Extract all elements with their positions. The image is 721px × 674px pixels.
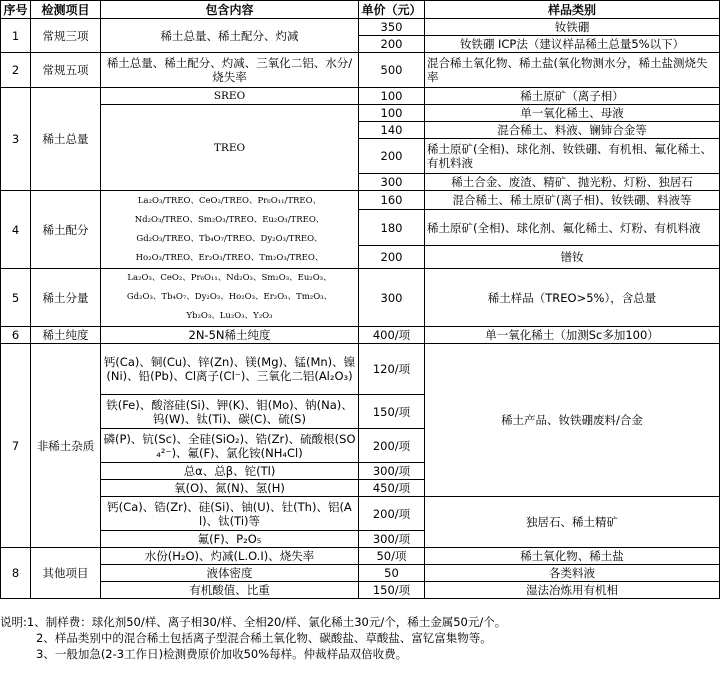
price-cell: 160: [359, 191, 425, 210]
price-cell: 200/项: [359, 497, 425, 531]
price-cell: 100: [359, 88, 425, 105]
table-row: [1, 19, 720, 36]
category-cell: 混合稀土、料液、镧铈合金等: [425, 122, 720, 139]
content-cell: 铁(Fe)、酸溶硅(Si)、钾(K)、钼(Mo)、钠(Na)、钨(W)、钛(Ti)、碳(C)、硫(S): [101, 395, 359, 429]
table-row: [1, 88, 720, 105]
content-cell: 稀土总量、稀土配分、灼减: [101, 19, 359, 53]
category-cell: 稀土合金、废渣、精矿、抛光粉、灯粉、独居石: [425, 174, 720, 191]
category-cell: 稀土原矿（离子相）: [425, 88, 720, 105]
content-cell: 总α、总β、铊(Tl): [101, 463, 359, 480]
table-row: [1, 565, 720, 582]
notes: [0, 614, 719, 662]
note-line: 2、样品类别中的混合稀土包括离子型混合稀土氧化物、碳酸盐、草酸盐、富钇富集物等。: [36, 631, 492, 645]
price-cell: 500: [359, 53, 425, 88]
price-cell: 350: [359, 19, 425, 36]
item-cell: 常规五项: [31, 53, 101, 88]
price-cell: 50/项: [359, 548, 425, 565]
content-cell: [101, 191, 359, 269]
header-item: 检测项目: [31, 1, 101, 19]
table-row: [1, 344, 720, 395]
price-cell: 200: [359, 36, 425, 53]
seq-cell: 4: [1, 191, 31, 269]
price-cell: 140: [359, 122, 425, 139]
note-line: 说明:1、制样费：球化剂50/样、离子相30/样、全相20/样、氯化稀土30元/个，稀土金属50元/个。: [0, 615, 507, 629]
category-cell: 混合稀土氧化物、稀土盐(氧化物测水分，稀土盐测烧失率: [425, 53, 720, 88]
category-cell: 混合稀土、稀土原矿(离子相)、钕铁硼、料液等: [425, 191, 720, 210]
formula-line: Yb₂O₃、Lu₂O₃、Y₂O₃: [186, 311, 273, 321]
content-cell: 稀土总量、稀土配分、灼减、三氧化二铝、水分/烧失率: [101, 53, 359, 88]
note-line: 3、一般加急(2-3工作日)检测费原价加收50%每样。仲裁样品双倍收费。: [36, 647, 408, 661]
content-cell: 有机酸值、比重: [101, 582, 359, 599]
category-cell: 湿法冶炼用有机相: [425, 582, 720, 599]
item-cell: 非稀土杂质: [31, 344, 101, 548]
category-cell: 镨钕: [425, 246, 720, 269]
table-row: [1, 53, 720, 88]
seq-cell: 5: [1, 269, 31, 327]
content-cell: 钙(Ca)、铜(Cu)、锌(Zn)、镁(Mg)、锰(Mn)、镍(Ni)、铅(Pb)、Cl离子(Cl⁻)、三氧化二铝(Al₂O₃): [101, 344, 359, 395]
item-cell: 稀土配分: [31, 191, 101, 269]
seq-cell: 1: [1, 19, 31, 53]
category-cell: 稀土产品、钕铁硼废料/合金: [425, 344, 720, 497]
formula-line: La₂O₃/TREO、CeO₂/TREO、Pr₆O₁₁/TREO、: [137, 195, 322, 206]
table-row: [1, 105, 720, 122]
price-cell: 120/项: [359, 344, 425, 395]
header-category: 样品类别: [425, 1, 720, 19]
content-cell: TREO: [101, 105, 359, 191]
seq-cell: 3: [1, 88, 31, 191]
category-cell: 钕铁硼 ICP法（建议样品稀土总量5%以下）: [425, 36, 720, 53]
content-cell: 钙(Ca)、锆(Zr)、硅(Si)、铀(U)、钍(Th)、铝(Al)、钛(Ti)等: [101, 497, 359, 531]
category-cell: 稀土原矿(全相)、球化剂、氟化稀土、灯粉、有机料液: [425, 210, 720, 246]
header-seq: 序号: [1, 1, 31, 19]
price-cell: 50: [359, 565, 425, 582]
price-cell: 300/项: [359, 531, 425, 548]
formula-line: La₂O₃、CeO₂、Pr₆O₁₁、Nd₂O₃、Sm₂O₃、Eu₂O₃、: [127, 273, 332, 283]
formula-line: Gd₂O₃/TREO、Tb₄O₇/TREO、Dy₂O₃/TREO、: [136, 233, 323, 244]
content-cell: 氧(O)、氮(N)、氢(H): [101, 480, 359, 497]
table-row: [1, 191, 720, 210]
formula-line: Gd₂O₃、Tb₄O₇、Dy₂O₃、Ho₂O₃、Er₂O₃、Tm₂O₃、: [126, 292, 333, 302]
price-cell: 200: [359, 246, 425, 269]
seq-cell: 8: [1, 548, 31, 599]
price-cell: 180: [359, 210, 425, 246]
price-cell: 150/项: [359, 582, 425, 599]
table-row: [1, 497, 720, 531]
table-row: [1, 582, 720, 599]
content-cell: 水份(H₂O)、灼减(L.O.I)、烧失率: [101, 548, 359, 565]
seq-cell: 6: [1, 327, 31, 344]
price-cell: 100: [359, 105, 425, 122]
seq-cell: 2: [1, 53, 31, 88]
item-cell: 常规三项: [31, 19, 101, 53]
header-price: 单价（元）: [359, 1, 425, 19]
category-cell: 稀土样品（TREO>5%），含总量: [425, 269, 720, 327]
content-cell: SREO: [101, 88, 359, 105]
item-cell: 稀土纯度: [31, 327, 101, 344]
category-cell: 单一氧化稀土、母液: [425, 105, 720, 122]
category-cell: 稀土氧化物、稀土盐: [425, 548, 720, 565]
price-cell: 450/项: [359, 480, 425, 497]
item-cell: 稀土分量: [31, 269, 101, 327]
category-cell: 单一氧化稀土（加测Sc多加100）: [425, 327, 720, 344]
category-cell: 钕铁硼: [425, 19, 720, 36]
category-cell: 稀土原矿(全相)、球化剂、钕铁硼、有机相、氟化稀土、有机料液: [425, 139, 720, 174]
price-cell: 200/项: [359, 429, 425, 463]
price-cell: 150/项: [359, 395, 425, 429]
content-cell: 氟(F)、P₂O₅: [101, 531, 359, 548]
content-cell: 液体密度: [101, 565, 359, 582]
table-row: [1, 327, 720, 344]
formula-line: Nd₂O₃/TREO、Sm₂O₃/TREO、Eu₂O₃/TREO、: [134, 214, 325, 225]
category-cell: 各类料液: [425, 565, 720, 582]
table-row: [1, 548, 720, 565]
price-cell: 300: [359, 174, 425, 191]
table-row: [1, 269, 720, 327]
content-cell: [101, 269, 359, 327]
price-cell: 300/项: [359, 463, 425, 480]
price-cell: 200: [359, 139, 425, 174]
price-cell: 400/项: [359, 327, 425, 344]
content-cell: 2N-5N稀土纯度: [101, 327, 359, 344]
header-row: [1, 1, 720, 19]
category-cell: 独居石、稀土精矿: [425, 497, 720, 548]
formula-line: Ho₂O₃/TREO、Er₂O₃/TREO、Tm₂O₃/TREO、: [135, 252, 324, 263]
seq-cell: 7: [1, 344, 31, 548]
content-cell: 磷(P)、钪(Sc)、全硅(SiO₂)、锆(Zr)、硫酸根(SO₄²⁻)、氟(F)、氯化铵(NH₄Cl): [101, 429, 359, 463]
item-cell: 其他项目: [31, 548, 101, 599]
item-cell: 稀土总量: [31, 88, 101, 191]
price-cell: 300: [359, 269, 425, 327]
header-content: 包含内容: [101, 1, 359, 19]
